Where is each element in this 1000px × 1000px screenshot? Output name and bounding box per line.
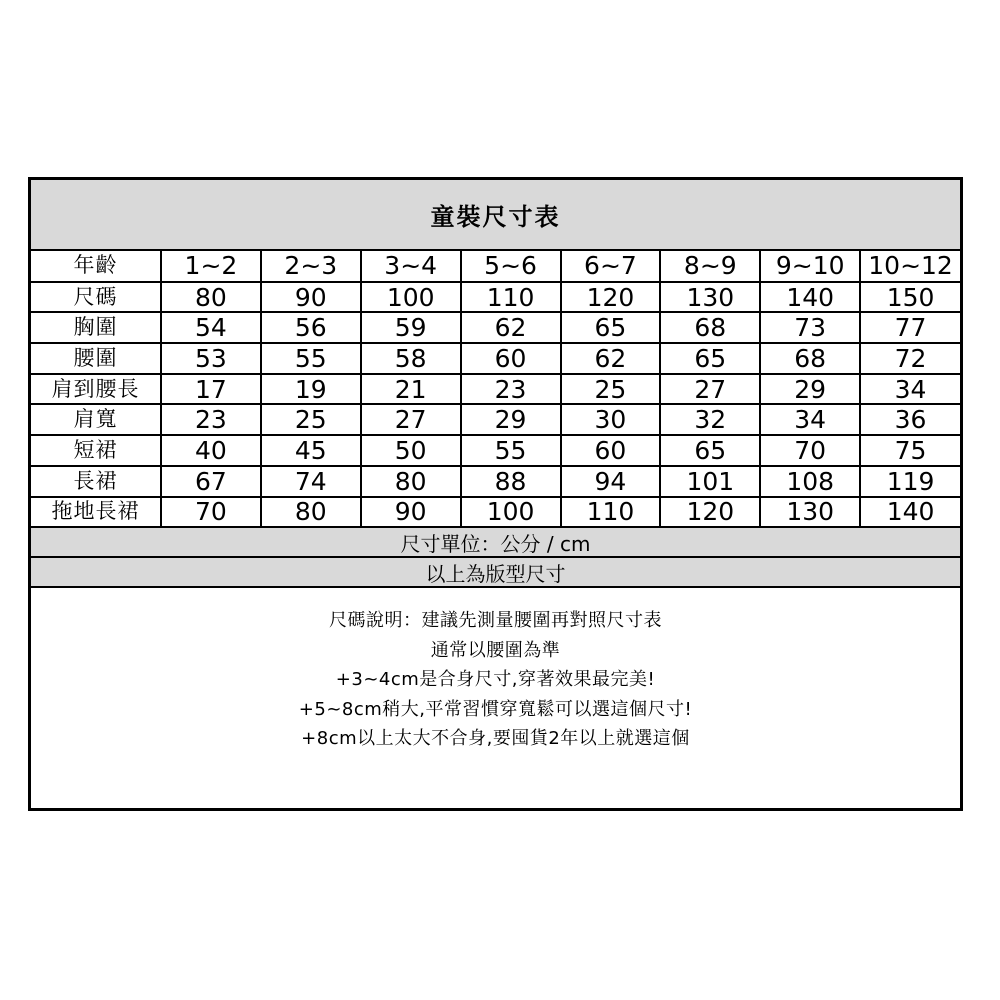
table-cell: 25 — [561, 374, 661, 405]
size-chart — [28, 177, 963, 811]
explanation-line: +5~8cm稍大,平常習慣穿寬鬆可以選這個尺寸! — [298, 698, 693, 720]
row-label: 胸圍 — [31, 312, 161, 343]
table-cell: 59 — [361, 312, 461, 343]
table-cell: 60 — [561, 435, 661, 466]
table-cell: 50 — [361, 435, 461, 466]
row-label: 腰圍 — [31, 343, 161, 374]
table-cell: 73 — [760, 312, 860, 343]
table-row — [31, 497, 960, 528]
explanation-line: 尺碼說明：建議先測量腰圍再對照尺寸表 — [329, 610, 662, 632]
table-cell: 56 — [261, 312, 361, 343]
table-cell: 101 — [660, 466, 760, 497]
table-cell: 90 — [261, 282, 361, 313]
explanation-line: 通常以腰圍為準 — [430, 639, 561, 661]
explanation-line: +8cm以上太大不合身,要囤貨2年以上就選這個 — [301, 728, 690, 750]
table-cell: 130 — [760, 497, 860, 528]
row-label: 肩寬 — [31, 404, 161, 435]
table-cell: 75 — [860, 435, 960, 466]
table-cell: 62 — [561, 343, 661, 374]
table-cell: 88 — [461, 466, 561, 497]
table-cell: 110 — [461, 282, 561, 313]
table-cell: 21 — [361, 374, 461, 405]
age-cell: 1~2 — [161, 251, 261, 282]
table-cell: 94 — [561, 466, 661, 497]
table-cell: 130 — [660, 282, 760, 313]
row-label: 拖地長裙 — [31, 497, 161, 528]
table-row — [31, 282, 960, 313]
table-row — [31, 343, 960, 374]
age-cell: 2~3 — [261, 251, 361, 282]
table-cell: 34 — [760, 404, 860, 435]
table-cell: 100 — [461, 497, 561, 528]
unit-note: 尺寸單位：公分 / cm — [31, 528, 960, 558]
table-cell: 32 — [660, 404, 760, 435]
table-cell: 108 — [760, 466, 860, 497]
table-row — [31, 435, 960, 466]
table-row — [31, 466, 960, 497]
table-cell: 100 — [361, 282, 461, 313]
table-cell: 65 — [561, 312, 661, 343]
table-cell: 65 — [660, 435, 760, 466]
table-cell: 27 — [361, 404, 461, 435]
age-cell: 8~9 — [660, 251, 760, 282]
row-label: 短裙 — [31, 435, 161, 466]
table-cell: 36 — [860, 404, 960, 435]
table-row-age — [31, 251, 960, 282]
table-cell: 29 — [760, 374, 860, 405]
table-cell: 70 — [161, 497, 261, 528]
table-cell: 29 — [461, 404, 561, 435]
age-cell: 6~7 — [561, 251, 661, 282]
table-cell: 72 — [860, 343, 960, 374]
table-cell: 55 — [461, 435, 561, 466]
age-cell: 9~10 — [760, 251, 860, 282]
table-row — [31, 404, 960, 435]
table-cell: 19 — [261, 374, 361, 405]
table-cell: 45 — [261, 435, 361, 466]
table-cell: 80 — [161, 282, 261, 313]
age-cell: 3~4 — [361, 251, 461, 282]
table-cell: 17 — [161, 374, 261, 405]
table-cell: 120 — [660, 497, 760, 528]
table-cell: 90 — [361, 497, 461, 528]
table-cell: 34 — [860, 374, 960, 405]
table-cell: 150 — [860, 282, 960, 313]
table-cell: 23 — [461, 374, 561, 405]
table-cell: 68 — [760, 343, 860, 374]
size-table — [31, 251, 960, 528]
table-cell: 40 — [161, 435, 261, 466]
pattern-note: 以上為版型尺寸 — [31, 558, 960, 588]
table-cell: 80 — [261, 497, 361, 528]
table-row — [31, 312, 960, 343]
age-cell: 10~12 — [860, 251, 960, 282]
row-label: 肩到腰長 — [31, 374, 161, 405]
table-cell: 54 — [161, 312, 261, 343]
table-cell: 58 — [361, 343, 461, 374]
table-cell: 60 — [461, 343, 561, 374]
row-label: 年齡 — [31, 251, 161, 282]
table-cell: 70 — [760, 435, 860, 466]
table-cell: 140 — [860, 497, 960, 528]
table-cell: 62 — [461, 312, 561, 343]
table-cell: 30 — [561, 404, 661, 435]
row-label: 長裙 — [31, 466, 161, 497]
table-cell: 74 — [261, 466, 361, 497]
table-cell: 68 — [660, 312, 760, 343]
table-row — [31, 374, 960, 405]
table-cell: 55 — [261, 343, 361, 374]
table-cell: 110 — [561, 497, 661, 528]
table-cell: 53 — [161, 343, 261, 374]
age-cell: 5~6 — [461, 251, 561, 282]
table-cell: 80 — [361, 466, 461, 497]
table-cell: 77 — [860, 312, 960, 343]
table-cell: 65 — [660, 343, 760, 374]
size-explanation — [31, 588, 960, 754]
table-cell: 120 — [561, 282, 661, 313]
table-cell: 119 — [860, 466, 960, 497]
table-cell: 140 — [760, 282, 860, 313]
explanation-line: +3~4cm是合身尺寸,穿著效果最完美! — [335, 669, 656, 691]
table-cell: 25 — [261, 404, 361, 435]
table-cell: 67 — [161, 466, 261, 497]
table-cell: 23 — [161, 404, 261, 435]
chart-title: 童裝尺寸表 — [31, 180, 960, 251]
table-cell: 27 — [660, 374, 760, 405]
row-label: 尺碼 — [31, 282, 161, 313]
